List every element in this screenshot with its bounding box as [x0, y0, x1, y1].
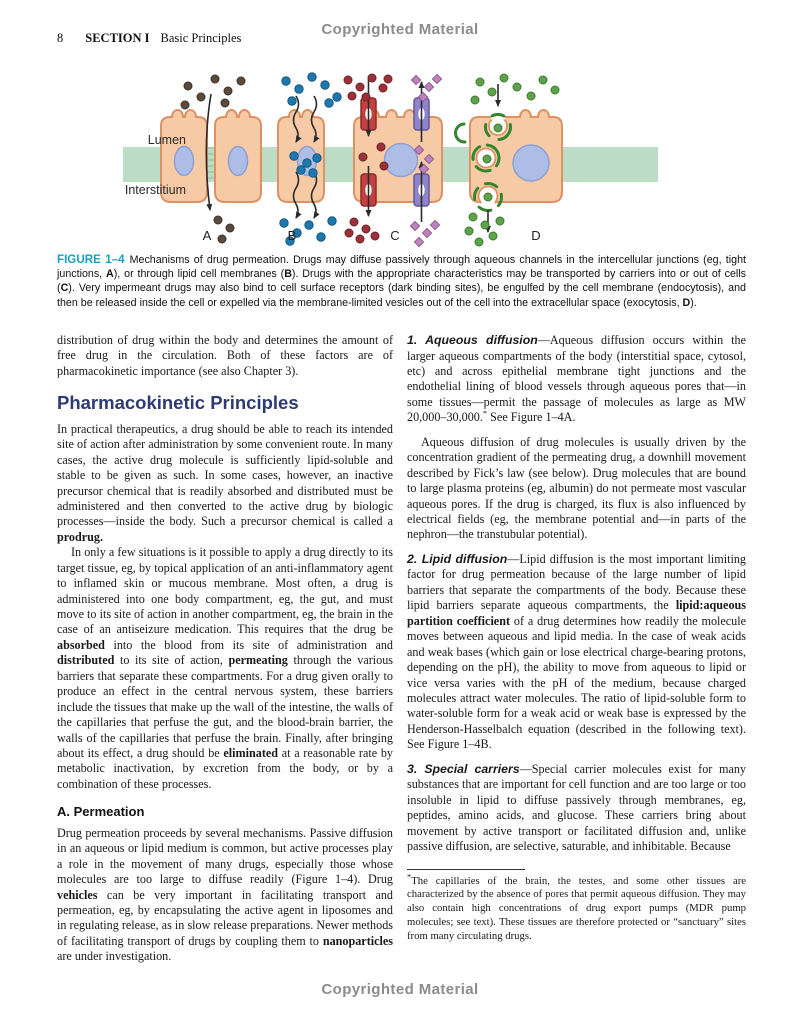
- section-label: SECTION I: [85, 31, 150, 45]
- body-paragraph: 3. Special carriers—Special carrier molecules exist for many substances that are important for cell function and are too large or too insoluble in lipid to diffuse passively through membranes, eg, peptides, amino acids, and glucose. These carriers bring about movement by active transport or facilitated diffusion and, unlike passive diffusion, are selective, saturable, and inhibitable. Because: [407, 761, 747, 854]
- mechanism-a-label: A: [202, 228, 212, 243]
- figure-caption-label: FIGURE 1–4: [57, 253, 125, 266]
- subsection-heading: A. Permeation: [57, 804, 145, 820]
- footnote: [407, 869, 746, 945]
- mechanism-c-label: C: [390, 228, 400, 243]
- body-paragraph: In practical therapeutics, a drug should be able to reach its intended site of action after administration by some convenient route. In many cases, the active drug molecule is sufficiently lipid-soluble and stable to be given as such. In some cases, however, an inactive precursor chemical that is readily absorbed and distributed must be administered and then converted to the active drug by biologic processes—inside the body. Such a precursor chemical is called a prodrug.: [57, 421, 393, 544]
- copyright-watermark-bottom: Copyrighted Material: [321, 981, 479, 998]
- body-paragraph: In only a few situations is it possible to apply a drug directly to its target tissue, eg, by topical application of an anti-inflammatory agent to inflamed skin or mucous membrane. Most often, a drug is administered into one body compartment, eg, the gut, and must move to its site of action in another compartment, eg, the brain in the case of an antiseizure medication. This requires that the drug be absorbed into the blood from its site of administration and distributed to its site of action, permeating through the various barriers that separate these compartments. For a drug given orally to produce an effect in the central nervous system, these barriers include the tissues that make up the wall of the intestine, the walls of the capillaries that perfuse the gut, and the blood-brain barrier, the walls of the capillaries that perfuse the brain. Finally, after bringing about its effect, a drug should be eliminated at a reasonable rate by metabolic inactivation, by excretion from the body, or by a combination of these processes.: [57, 545, 393, 791]
- body-paragraph: 2. Lipid diffusion—Lipid diffusion is the most important limiting factor for drug permeation because of the large number of lipid barriers that separate the compartments of the body. Because these lipid barriers separate aqueous compartments, the lipid:aqueous partition coefficient of a drug determines how readily the molecule moves between aqueous and lipid media. In the case of weak acids and weak bases (which gain or lose electrical charge-bearing protons, depending on the pH), the ability to move from aqueous to lipid or vice versa varies with the pH of the medium, because charged molecules attract water molecules. The ratio of lipid-soluble form to water-soluble form for a weak acid or weak base is expressed by the Henderson-Hasselbalch equation (described in the following text). See Figure 1–4B.: [407, 551, 746, 752]
- interstitium-label: Interstitium: [124, 183, 186, 197]
- surface-receptor: [455, 124, 465, 142]
- footnote-text: *The capillaries of the brain, the testes, and some other tissues are characterized by the absence of pores that permit aqueous diffusion. They may also contain high concentrations of drug export pumps (MDR pump molecules; see text). These tissues are therefore protected or “sanctuary” sites from many circulating drugs.: [407, 870, 746, 943]
- body-paragraph: Drug permeation proceeds by several mechanisms. Passive diffusion in an aqueous or lipid medium is common, but active processes play a role in the movement of many drugs, especially those whose molecules are too large to diffuse readily (Figure 1–4). Drug vehicles can be very important in facilitating transport and permeation, eg, by encapsulating the active agent in liposomes and in regulating release, as in slow release preparations. Newer methods of facilitating transport of drugs by coupling them to nanoparticles are under investigation.: [57, 825, 393, 964]
- cell-nucleus: [229, 147, 248, 176]
- section-title: Basic Principles: [160, 31, 242, 45]
- mechanism-b-label: B: [287, 228, 297, 243]
- running-head: [57, 31, 241, 46]
- figure-caption: [57, 252, 746, 310]
- body-paragraph: Aqueous diffusion of drug molecules is usually driven by the concentration gradient of the permeating drug, a downhill movement described by Fick’s law (see below). Drug molecules that are bound to large plasma proteins (eg, albumin) do not permeate most vascular aqueous pores. If the drug is charged, its flux is also influenced by electrical fields (eg, the membrane potential and—in parts of the nephron—the transtubular potential).: [407, 434, 746, 542]
- body-paragraph: 1. Aqueous diffusion—Aqueous diffusion occurs within the larger aqueous compartments of the body (interstitial space, cytosol, etc) and across epithelial membrane tight junctions and the endothelial lining of blood vessels through aqueous pores that—in some tissues—permit the passage of molecules as large as MW 20,000–30,000.* See Figure 1–4A.: [407, 333, 747, 425]
- cell-nucleus: [175, 147, 194, 176]
- cell-nucleus: [513, 145, 549, 181]
- section-heading: Pharmacokinetic Principles: [57, 392, 299, 414]
- right-column: [407, 333, 746, 944]
- mechanism-d-label: D: [531, 228, 541, 243]
- copyright-watermark-top: Copyrighted Material: [321, 21, 479, 38]
- figure-1-4: [98, 70, 698, 250]
- footnote-rule: [407, 869, 525, 870]
- lumen-label: Lumen: [147, 133, 186, 147]
- page-number: 8: [57, 31, 64, 45]
- body-paragraph: distribution of drug within the body and determines the amount of free drug in the circulation. Both of these factors are of pharmacokinetic importance (see also Chapter 3).: [57, 333, 393, 378]
- cell-nucleus: [385, 144, 418, 177]
- figure-caption-text: Mechanisms of drug permeation. Drugs may diffuse passively through aqueous channels in the intercellular junctions (eg, tight junctions, A), or through lipid cell membranes (B). Drugs with the appropriate characteristics may be transported by carriers into or out of cells (C). Very impermeant drugs may also bind to cell surface receptors (dark binding sites), be engulfed by the cell membrane (endocytosis), and then be released inside the cell or expelled via the membrane-limited vesicles out of the cell into the extracellular space (exocytosis, D).: [57, 254, 746, 309]
- left-column: [57, 333, 393, 965]
- drug-permeation-diagram: [98, 70, 698, 250]
